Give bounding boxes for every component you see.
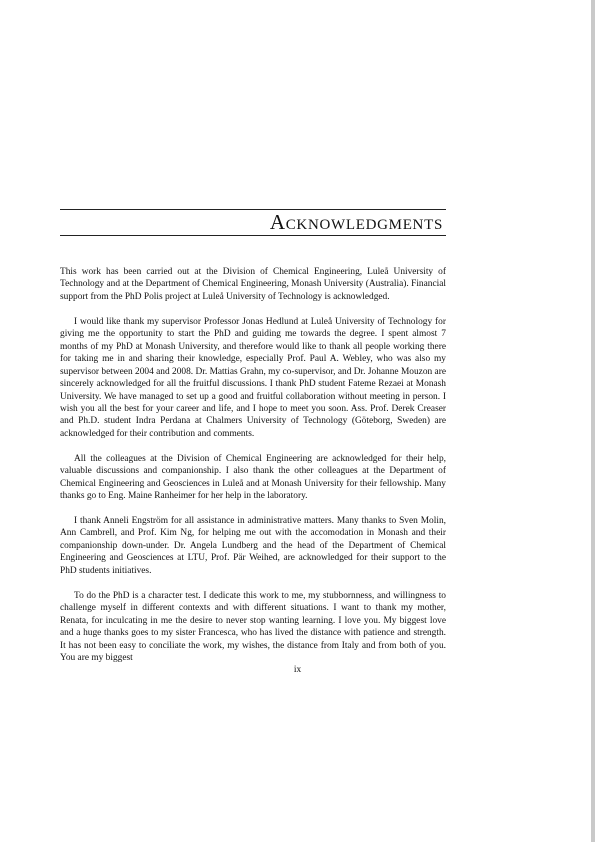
page-title: Acknowledgments — [269, 210, 443, 234]
page-edge — [591, 0, 595, 842]
paragraph: All the colleagues at the Division of Chemical Engineering are acknowledged for their help, valuable discussions and companionship. I also thank the other colleagues at the Department of Chemical Engineering and Geosciences in Luleå and at Monash University for their fellowship. Many thanks go to Eng. Maine Ranheimer for her help in the laboratory. — [60, 453, 446, 502]
page-number: ix — [293, 665, 302, 675]
paragraph: I would like thank my supervisor Professor Jonas Hedlund at Luleå University of Technology for giving me the opportunity to start the PhD and guiding me towards the degree. I spent almost 7 months of my PhD at Monash University, and therefore would like to thank all people working there for taking me in and sharing their knowledge, especially Prof. Paul A. Webley, who was also my supervisor between 2004 and 2008. Dr. Mattias Grahn, my co-supervisor, and Dr. Johanne Mouzon are sincerely acknowledged for all the fruitful discussions. I thank PhD student Fateme Rezaei at Monash University. We have managed to set up a good and fruitful collaboration without meeting in person. I wish you all the best for your career and life, and I hope to meet you soon. Ass. Prof. Derek Creaser and Ph.D. student Indra Perdana at Chalmers University of Technology (Göteborg, Sweden) are acknowledged for their contribution and comments. — [60, 316, 446, 439]
body-text — [60, 266, 446, 677]
paragraph: I thank Anneli Engström for all assistance in administrative matters. Many thanks to Sven Molin, Ann Cambrell, and Prof. Kim Ng, for helping me out with the accomodation in Monash and their companionship down-under. Dr. Angela Lundberg and the head of the Department of Chemical Engineering and Geosciences at LTU, Prof. Pär Weihed, are acknowledged for their support to the PhD students initiatives. — [60, 516, 446, 576]
title-rule-bottom — [60, 235, 446, 236]
paragraph: This work has been carried out at the Division of Chemical Engineering, Luleå University of Technology and at the Department of Chemical Engineering, Monash University (Australia). Financial support from the PhD Polis project at Luleå University of Technology is acknowledged. — [60, 267, 446, 302]
paragraph: To do the PhD is a character test. I dedicate this work to me, my stubbornness, and willingness to challenge myself in different contexts and with different situations. I want to thank my mother, Renata, for inculcating in me the desire to never stop wanting learning. I love you. My biggest love and a huge thanks goes to my sister Francesca, who has lived the distance with patience and strength. It has not been easy to conciliate the work, my wishes, the distance from Italy and from both of you. You are my biggest — [60, 590, 446, 663]
